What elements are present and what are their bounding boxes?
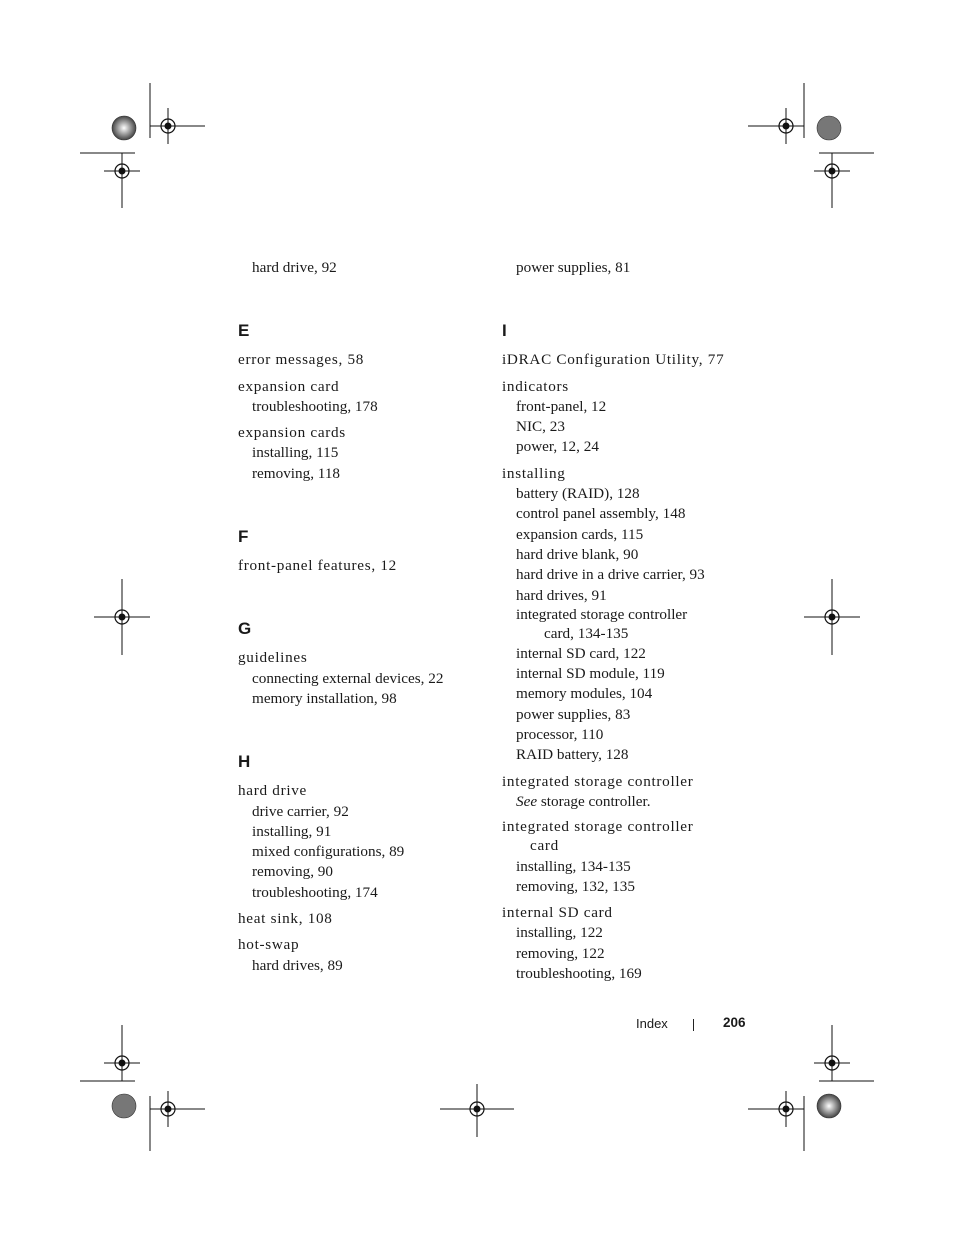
index-subentry: expansion cards, 115 [516,525,644,543]
see-target: storage controller. [537,792,651,810]
index-subentry: processor, 110 [516,726,604,744]
crop-mark-top-right [748,83,874,208]
index-subentry: power, 12, 24 [516,438,599,456]
index-entry: hot-swap [238,936,300,954]
index-entry: error messages, 58 [238,351,365,369]
index-subentry: troubleshooting, 174 [252,883,378,901]
index-entry: iDRAC Configuration Utility, 77 [502,351,725,369]
index-subentry: installing, 134-135 [516,857,631,875]
index-entry: indicators [502,377,569,395]
see-word: See [516,792,538,810]
index-subentry: removing, 118 [252,464,341,482]
index-column-right [502,258,752,984]
sunburst-mark-icon [817,1094,841,1118]
index-subentry: control panel assembly, 148 [516,505,686,523]
index-entry: integrated storage controller [502,772,694,790]
index-subentry: connecting external devices, 22 [252,669,444,687]
page-number: 206 [723,1015,746,1030]
index-entry: integrated storage controller [502,818,694,836]
index-subentry: drive carrier, 92 [252,802,349,820]
index-subentry: troubleshooting, 178 [252,397,378,415]
index-entry: guidelines [238,649,308,667]
index-subentry: hard drive, 92 [252,259,337,276]
crop-mark-top-left [80,83,205,208]
index-letter-f: F [238,527,249,547]
index-subentry: mixed configurations, 89 [252,843,405,861]
index-subentry-continued [502,624,752,644]
index-subentry: memory installation, 98 [252,689,397,707]
index-letter-h: H [238,752,251,772]
index-entry: internal SD card [502,904,613,922]
index-see-reference [502,792,752,812]
continued-text: card, 134-135 [544,624,629,642]
gray-target-icon [817,116,841,140]
index-subentry: internal SD card, 122 [516,644,646,662]
sunburst-mark-icon [112,116,136,140]
footer-divider [693,1019,694,1031]
index-entry: front-panel features, 12 [238,557,397,575]
index-column-left [238,258,488,976]
crop-mark-bottom-right [748,1025,874,1151]
index-letter-i: I [502,321,507,341]
index-subentry: front-panel, 12 [516,397,607,415]
index-subentry: NIC, 23 [516,418,565,436]
index-entry: installing [502,464,566,482]
index-subentry: hard drive in a drive carrier, 93 [516,566,705,584]
crop-mark-bottom-left [80,1025,205,1151]
index-subentry: installing, 122 [516,924,603,942]
index-subentry: integrated storage controller [516,605,688,623]
gray-target-icon [112,1094,136,1118]
index-subentry: hard drive blank, 90 [516,545,639,563]
index-subentry: memory modules, 104 [516,685,653,703]
index-letter-e: E [238,321,250,341]
index-subentry: internal SD module, 119 [516,665,665,683]
index-subentry: removing, 90 [252,863,333,881]
index-subentry: battery (RAID), 128 [516,485,640,503]
index-subentry: power supplies, 83 [516,705,631,723]
index-entry: expansion cards [238,424,346,442]
index-entry: heat sink, 108 [238,910,333,928]
index-subentry: removing, 132, 135 [516,877,635,895]
index-subentry: troubleshooting, 169 [516,965,642,983]
index-subentry: RAID battery, 128 [516,746,629,764]
index-subentry: power supplies, 81 [516,259,631,276]
footer-section-label: Index [636,1016,668,1031]
index-letter-g: G [238,619,252,639]
index-entry: expansion card [238,377,340,395]
index-entry-continued: card [530,837,559,855]
index-subentry: installing, 115 [252,444,339,462]
index-subentry: hard drives, 89 [252,956,343,974]
index-subentry: removing, 122 [516,944,605,962]
index-subentry: hard drives, 91 [516,586,607,604]
index-entry: hard drive [238,782,307,800]
index-subentry: installing, 91 [252,822,332,840]
